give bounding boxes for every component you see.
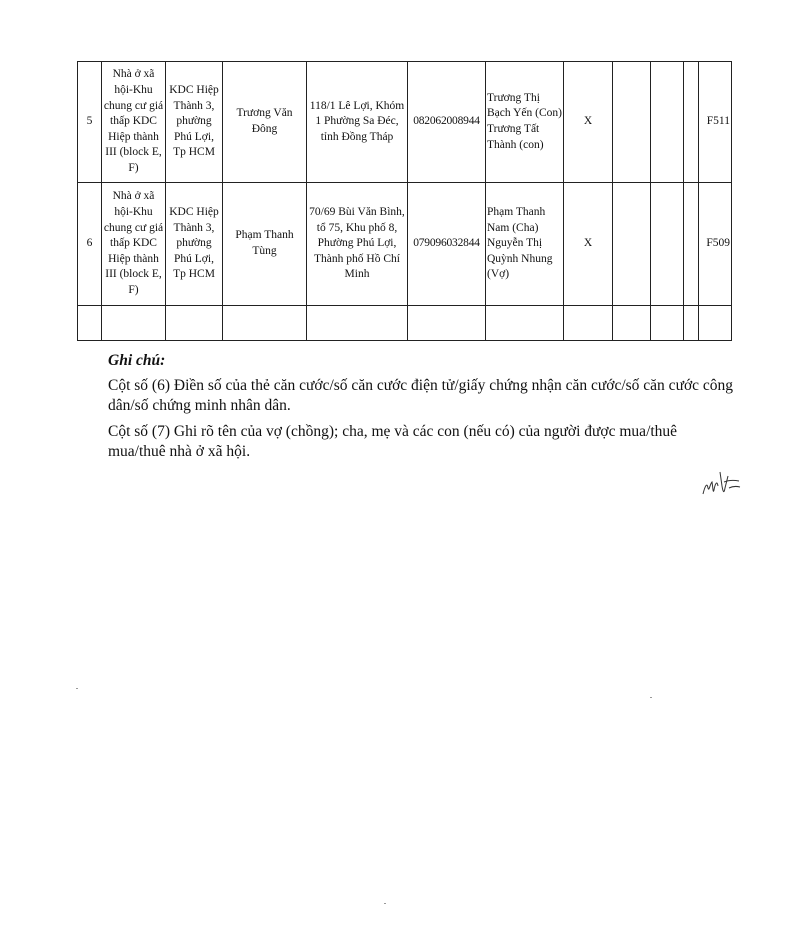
scan-speck (650, 697, 652, 698)
empty-cell (684, 62, 699, 183)
address-cell: 118/1 Lê Lợi, Khóm 1 Phường Sa Đéc, tỉnh Đồng Tháp (307, 62, 408, 183)
empty-cell (102, 306, 166, 341)
empty-cell (651, 306, 684, 341)
registration-table (77, 61, 732, 341)
empty-cell (651, 62, 684, 183)
note-item: Cột số (6) Điền số của thẻ căn cước/số căn cước điện tử/giấy chứng nhận căn cước/số căn cước công dân/số chứng minh nhân dân. (108, 377, 734, 414)
row-number: 6 (78, 183, 102, 306)
id-number-cell: 082062008944 (408, 62, 486, 183)
empty-cell (613, 306, 651, 341)
table-row (78, 183, 732, 306)
project-cell: Nhà ở xã hội-Khu chung cư giá thấp KDC Hiệp thành III (block E, F) (102, 62, 166, 183)
address-cell: 70/69 Bùi Văn Bình, tổ 75, Khu phố 8, Phường Phú Lợi, Thành phố Hồ Chí Minh (307, 183, 408, 306)
notes-section (108, 352, 738, 468)
name-cell: Phạm Thanh Tùng (223, 183, 307, 306)
row-number: 5 (78, 62, 102, 183)
empty-cell (78, 306, 102, 341)
empty-cell (564, 306, 613, 341)
project-cell: Nhà ở xã hội-Khu chung cư giá thấp KDC Hiệp thành III (block E, F) (102, 183, 166, 306)
family-cell: Trương Thị Bạch Yến (Con) Trương Tất Thành (con) (486, 62, 564, 183)
empty-cell (166, 306, 223, 341)
empty-cell (684, 306, 699, 341)
handwritten-initials-icon (700, 468, 742, 498)
empty-cell (699, 306, 732, 341)
notes-title: Ghi chú: (108, 352, 166, 369)
mark-cell: X (564, 62, 613, 183)
apartment-code-cell: F509 (699, 183, 732, 306)
location-cell: KDC Hiệp Thành 3, phường Phú Lợi, Tp HCM (166, 62, 223, 183)
table-row-empty (78, 306, 732, 341)
scan-speck (76, 688, 78, 689)
scan-speck (384, 903, 386, 904)
family-cell: Phạm Thanh Nam (Cha) Nguyễn Thị Quỳnh Nhung (Vợ) (486, 183, 564, 306)
empty-cell (613, 183, 651, 306)
note-item: Cột số (7) Ghi rõ tên của vợ (chồng); cha, mẹ và các con (nếu có) của người được mua/thuê mua/thuê nhà ở xã hội. (108, 423, 678, 460)
table-row (78, 62, 732, 183)
apartment-code-cell: F511 (699, 62, 732, 183)
empty-cell (307, 306, 408, 341)
empty-cell (223, 306, 307, 341)
id-number-cell: 079096032844 (408, 183, 486, 306)
empty-cell (651, 183, 684, 306)
mark-cell: X (564, 183, 613, 306)
empty-cell (408, 306, 486, 341)
empty-cell (684, 183, 699, 306)
name-cell: Trương Văn Đông (223, 62, 307, 183)
location-cell: KDC Hiệp Thành 3, phường Phú Lợi, Tp HCM (166, 183, 223, 306)
empty-cell (486, 306, 564, 341)
empty-cell (613, 62, 651, 183)
